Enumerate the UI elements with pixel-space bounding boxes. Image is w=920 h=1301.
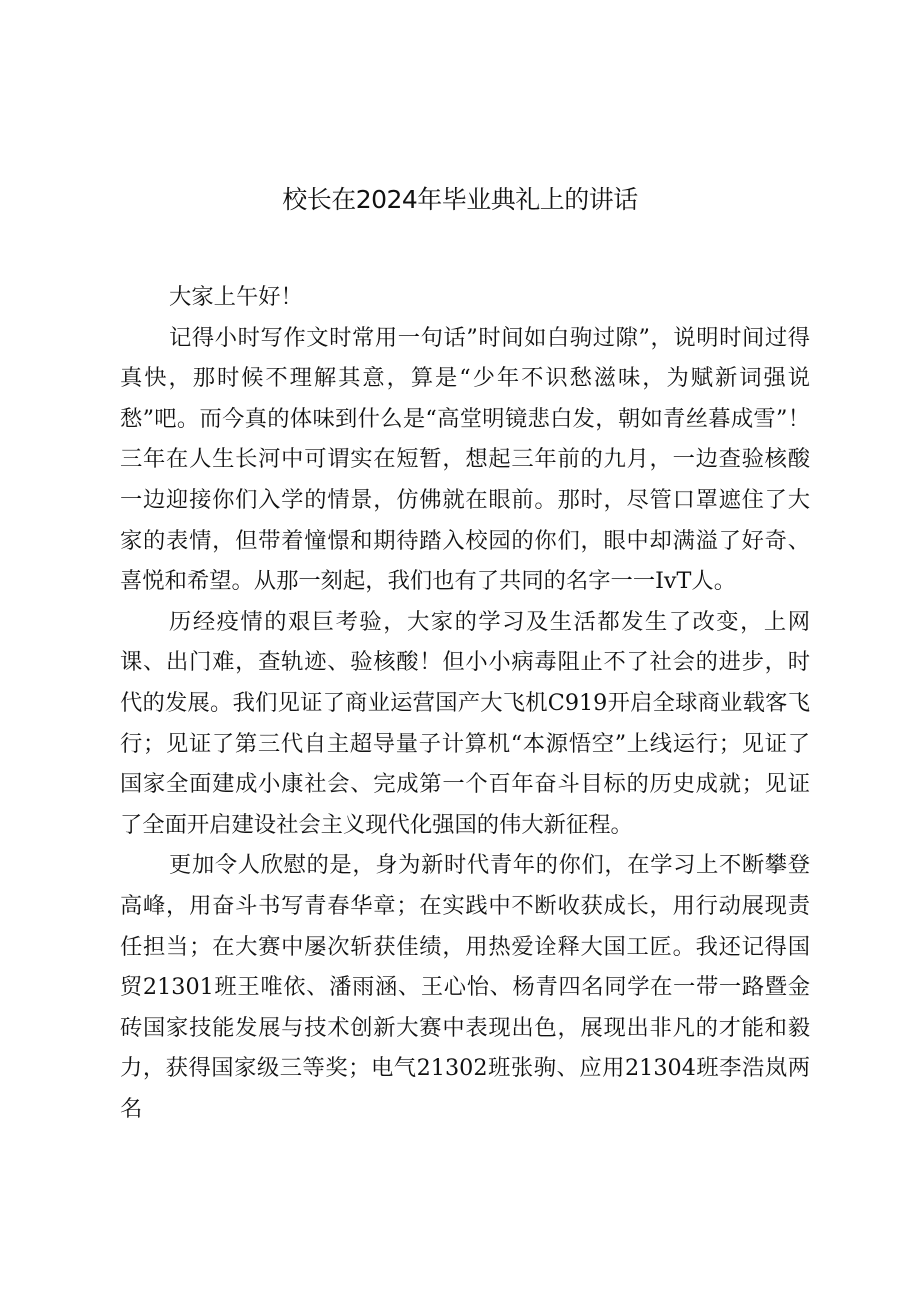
document-title: 校长在2024年毕业典礼上的讲话 [282,185,638,214]
paragraph-memories: 记得小时写作文时常用一句话”时间如白驹过隙”，说明时间过得真快，那时候不理解其意，算是“少年不识愁滋味，为赋新词强说愁”吧。而今真的体味到什么是“高堂明镜悲白发，朝如青丝暮成雪”！三年在人生长河中可谓实在短暂，想起三年前的九月，一边查验核酸一边迎接你们入学的情景，仿佛就在眼前。那时，尽管口罩遮住了大家的表情，但带着憧憬和期待踏入校园的你们，眼中却满溢了好奇、喜悦和希望。从那一刻起，我们也有了共同的名字一一IvT人。 [120,324,810,595]
paragraph-achievements: 更加令人欣慰的是，身为新时代青年的你们，在学习上不断攀登高峰，用奋斗书写青春华章；在实践中不断收获成长，用行动展现责任担当；在大赛中屡次斩获佳绩，用热爱诠释大国工匠。我还记得国贸21301班王唯依、潘雨涵、王心怡、杨青四名同学在一带一路暨金砖国家技能发展与技术创新大赛中表现出色，展现出非凡的才能和毅力，获得国家级三等奖；电气21302班张驹、应用21304班李浩岚两名 [120,852,810,1122]
greeting-paragraph: 大家上午好！ [169,284,303,310]
document-body [120,277,810,1129]
paragraph-pandemic: 历经疫情的艰巨考验，大家的学习及生活都发生了改变，上网课、出门难，查轨迹、验核酸！但小小病毒阻止不了社会的进步，时代的发展。我们见证了商业运营国产大飞机C919开启全球商业载客飞行；见证了第三代自主超导量子计算机“本源悟空”上线运行；见证了国家全面建成小康社会、完成第一个百年奋斗目标的历史成就；见证了全面开启建设社会主义现代化强国的伟大新征程。 [120,608,810,838]
